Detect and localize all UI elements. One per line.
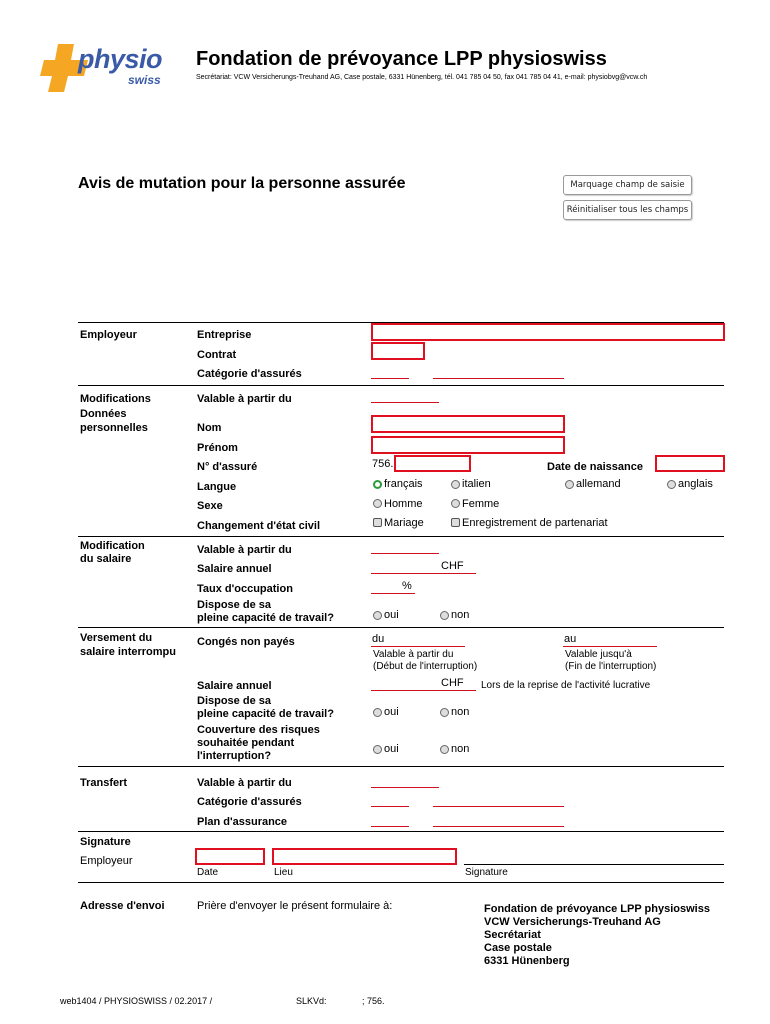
label-salary-annual: Salaire annuel [197, 563, 272, 575]
separator [78, 536, 724, 537]
nom-field[interactable] [371, 415, 565, 433]
address-line-4: Case postale [484, 942, 552, 954]
occupation-field[interactable] [371, 593, 415, 594]
label-au: au [564, 633, 577, 645]
label-anglais: anglais [678, 478, 713, 490]
chf-label: CHF [441, 677, 464, 689]
plan-field-2[interactable] [433, 826, 564, 827]
label-capacity-2: pleine capacité de travail? [197, 612, 334, 624]
reset-fields-button[interactable]: Réinitialiser tous les champs [563, 200, 692, 220]
du-field[interactable] [371, 646, 465, 647]
form-title: Avis de mutation pour la personne assurée [78, 175, 406, 192]
logo-sub: swiss [128, 73, 161, 87]
salary-valid-field[interactable] [371, 553, 439, 554]
salary-annual-field[interactable] [371, 573, 476, 574]
footer-code: ; 756. [362, 996, 385, 1006]
radio-anglais[interactable] [667, 480, 676, 489]
contrat-field[interactable] [371, 342, 425, 360]
transfer-categorie-field-1[interactable] [371, 806, 409, 807]
secretariat-line: Secrétariat: VCW Versicherungs-Treuhand AG, Case postale, 6331 Hünenberg, tél. 041 785 04 50, fax 041 785 04 41, e-mail: physiobvg@vcw.ch [196, 74, 648, 81]
section-signature: Signature [80, 836, 131, 848]
label-interrupt-annual: Salaire annuel [197, 680, 272, 692]
interrupt-annual-field[interactable] [371, 690, 476, 691]
label-nom: Nom [197, 422, 222, 434]
radio-francais[interactable] [373, 480, 382, 489]
section-salary-2: du salaire [80, 553, 132, 565]
radio-cover-oui[interactable] [373, 745, 382, 754]
label-transfer-valid: Valable à partir du [197, 777, 292, 789]
radio-allemand[interactable] [565, 480, 574, 489]
label-entreprise: Entreprise [197, 329, 252, 341]
logo [40, 42, 175, 92]
separator [78, 627, 724, 628]
radio-interrupt-capacity-oui[interactable] [373, 708, 382, 717]
label-italien: italien [462, 478, 491, 490]
section-salary-1: Modification [80, 540, 145, 552]
label-date-naissance: Date de naissance [547, 461, 643, 473]
from-hint-1: Valable à partir du [373, 649, 454, 660]
section-interrupt-1: Versement du [80, 632, 153, 644]
radio-interrupt-capacity-non[interactable] [440, 708, 449, 717]
separator [78, 831, 724, 832]
from-hint-2: (Début de l'interruption) [373, 661, 478, 672]
date-naissance-field[interactable] [655, 455, 725, 472]
mark-fields-button[interactable]: Marquage champ de saisie [563, 175, 692, 195]
label-lieu: Lieu [274, 867, 293, 878]
to-hint-2: (Fin de l'interruption) [565, 661, 657, 672]
label-civil: Changement d'état civil [197, 520, 321, 532]
label-du: du [372, 633, 385, 645]
label-cover-3: l'interruption? [197, 750, 272, 762]
label-transfer-categorie: Catégorie d'assurés [197, 796, 302, 808]
label-partenariat: Enregistrement de partenariat [462, 517, 608, 529]
radio-cover-non[interactable] [440, 745, 449, 754]
label-oui: oui [384, 743, 399, 755]
resume-hint: Lors de la reprise de l'activité lucrative [481, 680, 651, 691]
section-personal-1: Modifications [80, 393, 151, 405]
section-personal-2: Données [80, 408, 127, 420]
checkbox-partenariat[interactable] [451, 518, 460, 527]
section-address: Adresse d'envoi [80, 900, 165, 912]
label-allemand: allemand [576, 478, 621, 490]
address-line-2: VCW Versicherungs-Treuhand AG [484, 916, 661, 928]
label-date: Date [197, 867, 219, 878]
label-langue: Langue [197, 481, 237, 493]
footer-slkvd: SLKVd: [296, 996, 327, 1006]
label-employer-sign: Employeur [80, 855, 133, 867]
label-oui: oui [384, 609, 399, 621]
au-field[interactable] [563, 646, 657, 647]
section-employer: Employeur [80, 329, 137, 341]
footer-ref: web1404 / PHYSIOSWISS / 02.2017 / [60, 996, 213, 1006]
section-transfer: Transfert [80, 777, 128, 789]
label-salary-valid: Valable à partir du [197, 544, 292, 556]
label-signature: Signature [465, 867, 508, 878]
separator [78, 385, 724, 386]
radio-capacity-non[interactable] [440, 611, 449, 620]
address-line-3: Secrétariat [484, 929, 541, 941]
transfer-categorie-field-2[interactable] [433, 806, 564, 807]
signature-line[interactable] [464, 864, 724, 865]
label-oui: oui [384, 706, 399, 718]
label-interrupt-capacity-1: Dispose de sa [197, 695, 271, 707]
section-interrupt-2: salaire interrompu [80, 646, 176, 658]
chf-label: CHF [441, 560, 464, 572]
sign-lieu-field[interactable] [272, 848, 457, 865]
plan-field-1[interactable] [371, 826, 409, 827]
radio-homme[interactable] [373, 499, 382, 508]
address-prompt: Prière d'envoyer le présent formulaire à: [197, 900, 393, 912]
label-plan: Plan d'assurance [197, 816, 288, 828]
label-conges: Congés non payés [197, 636, 295, 648]
checkbox-mariage[interactable] [373, 518, 382, 527]
percent-label: % [402, 580, 412, 592]
categorie-field-2[interactable] [433, 378, 564, 379]
address-line-5: 6331 Hünenberg [484, 955, 570, 967]
radio-femme[interactable] [451, 499, 460, 508]
separator [78, 766, 724, 767]
section-personal-3: personnelles [80, 422, 148, 434]
label-prenom: Prénom [197, 442, 238, 454]
radio-capacity-oui[interactable] [373, 611, 382, 620]
label-no-assure: N° d'assuré [197, 461, 258, 473]
address-line-1: Fondation de prévoyance LPP physioswiss [484, 903, 710, 915]
label-cover-1: Couverture des risques [197, 724, 320, 736]
entreprise-field[interactable] [371, 323, 725, 341]
page-title: Fondation de prévoyance LPP physioswiss [196, 48, 607, 70]
label-non: non [451, 706, 470, 718]
label-non: non [451, 609, 470, 621]
transfer-valid-field[interactable] [371, 787, 439, 788]
logo-word: physio [78, 44, 163, 74]
label-interrupt-capacity-2: pleine capacité de travail? [197, 708, 334, 720]
no-assure-field[interactable] [394, 455, 471, 472]
label-homme: Homme [384, 498, 423, 510]
to-hint-1: Valable jusqu'à [565, 649, 632, 660]
label-mariage: Mariage [384, 517, 424, 529]
label-contrat: Contrat [197, 349, 237, 361]
sign-date-field[interactable] [195, 848, 265, 865]
label-sexe: Sexe [197, 500, 223, 512]
categorie-field-1[interactable] [371, 378, 409, 379]
valid-from-field[interactable] [371, 402, 439, 403]
label-occupation: Taux d'occupation [197, 583, 293, 595]
separator [78, 882, 724, 883]
label-non: non [451, 743, 470, 755]
label-francais: français [384, 478, 423, 490]
label-capacity-1: Dispose de sa [197, 599, 271, 611]
label-categorie: Catégorie d'assurés [197, 368, 302, 380]
label-femme: Femme [462, 498, 500, 510]
no-assure-prefix: 756. [372, 458, 394, 470]
radio-italien[interactable] [451, 480, 460, 489]
prenom-field[interactable] [371, 436, 565, 454]
label-valid-from: Valable à partir du [197, 393, 292, 405]
label-cover-2: souhaitée pendant [197, 737, 295, 749]
